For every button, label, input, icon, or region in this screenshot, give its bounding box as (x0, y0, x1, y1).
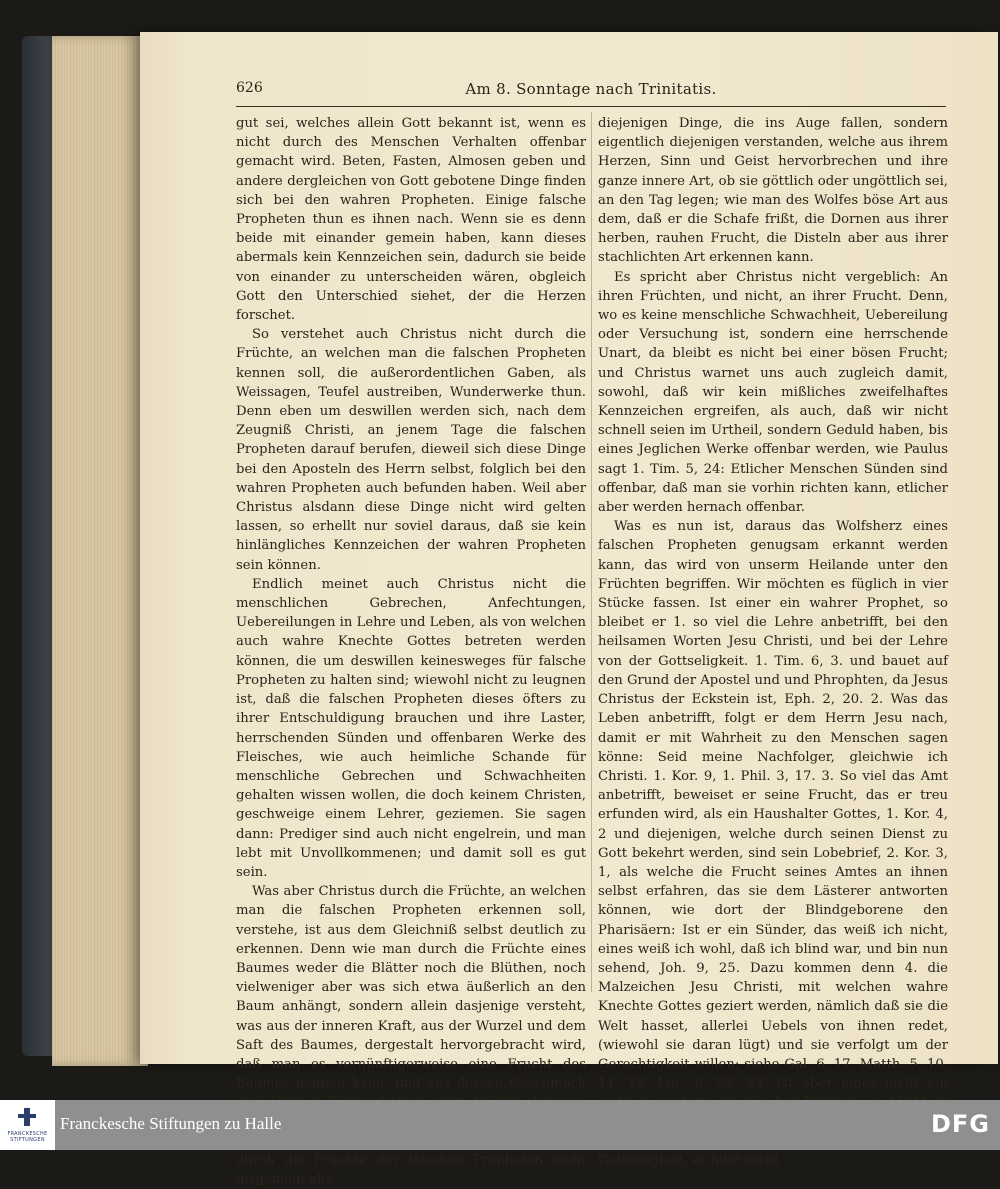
paragraph: So verstehet auch Christus nicht durch die Früchte, an welchen man die falschen Propheten kennen soll, die außerordentlichen Gaben, als Weissagen, Teufel austreiben, Wunderwerke thun. Denn eben um deswillen werden sich, nach dem Zeugniß Christi, an jenem Tage die falschen Propheten darauf berufen, dieweil sich diese Dinge bei den Aposteln des Herrn selbst, folglich bei den wahren Propheten auch befunden haben. Weil aber Christus alsdann diese Dinge nicht wird gelten lassen, so erhellt nur soviel daraus, daß sie kein hinlängliches Kennzeichen der wahren Propheten sein können. (236, 327, 586, 573)
page-edges (52, 36, 148, 1066)
running-title: Am 8. Sonntage nach Trinitatis. (465, 80, 717, 98)
viewer-footer (0, 1100, 1000, 1150)
paragraph: diejenigen Dinge, die ins Auge fallen, sondern eigentlich diejenigen verstanden, welche aus ihrem Herzen, Sinn und Geist hervorbrechen und ihre ganze innere Art, ob sie göttlich oder ungöttlich sei, an den Tag legen; wie man des Wolfes böse Art aus dem, daß er die Schafe frißt, die Dornen aus ihrer herben, rauhen Frucht, die Disteln aber aus ihrer stachlichten Art erkennen kann. (598, 116, 948, 266)
right-column (598, 114, 948, 1170)
dfg-logo[interactable]: DFG (930, 1110, 990, 1138)
header-rule (236, 106, 946, 107)
page-number: 626 (236, 80, 263, 96)
paragraph: Endlich meinet auch Christus nicht die menschlichen Gebrechen, Anfechtungen, Uebereilungen in Lehre und Leben, als von welchen auch wahre Knechte Gottes betreten werden können, die um deswillen keinesweges für falsche Propheten zu halten sind; wiewohl nicht zu leugnen ist, daß die falschen Propheten dieses öfters zu ihrer Entschuldigung brauchen und ihre Laster, herrschenden Sünden und offenbaren Werke des Fleisches, wie auch heimliche Schande für menschliche Gebrechen und Schwachheiten gehalten wissen wollen, die doch keinem Christen, geschweige einem Lehrer, geziemen. Sie sagen dann: Prediger sind auch nicht engelrein, und man lebt mit Unvollkommenen; und damit soll es gut sein. (236, 576, 586, 880)
paragraph: Es spricht aber Christus nicht vergeblich: An ihren Früchten, und nicht, an ihrer Frucht. Denn, wo es keine menschliche Schwachheit, Uebereilung oder Versuchung ist, sondern eine herrschende Unart, da bleibt es nicht bei einer bösen Frucht; und Christus warnet uns auch zugleich damit, sowohl, daß wir kein mißliches zweifelhaftes Kennzeichen ergreifen, als auch, daß wir nicht schnell seien im Urtheil, sondern Geduld haben, bis eines Jeglichen Werke offenbar werden, wie Paulus sagt 1. Tim. 5, 24: Etlicher Menschen Sünden sind offenbar, daß man sie vorhin richten kann, etlicher aber werden hernach offenbar. (598, 269, 948, 516)
running-header (236, 80, 946, 104)
institution-name: Franckesche Stiftungen zu Halle (60, 1114, 282, 1133)
institution-emblem-icon (15, 1106, 39, 1128)
column-divider (591, 112, 592, 992)
institution-logo[interactable] (0, 1100, 55, 1150)
paragraph: gut sei, welches allein Gott bekannt ist, wenn es nicht durch des Menschen Verhalten offenbar gemacht wird. Beten, Fasten, Almosen geben und andere dergleichen von Gott gebotene Dinge finden sich bei den wahren Propheten. Einige falsche Propheten thun es ihnen nach. Wenn sie es denn beide mit einander gemein haben, kann dieses abermals kein Kennzeichen sein, dadurch sie beide von einander zu unterscheiden wären, obgleich Gott den Unterschied siehet, der die Herzen forschet. (236, 116, 586, 324)
logo-text: FRANCKESCHE STIFTUNGEN (7, 1131, 48, 1143)
left-column (236, 114, 586, 1189)
paragraph: Was es nun ist, daraus das Wolfsherz eines falschen Propheten genugsam erkannt werden kann, das wird von unserm Heilande unter den Früchten begriffen. Wir möchten es füglich in vier Stücke fassen. Ist einer ein wahrer Prophet, so bleibet er 1. so viel die Lehre anbetrifft, bei den heilsamen Worten Jesu Christi, und bei der Lehre von der Gottseligkeit. 1. Tim. 6, 3. und bauet auf den Grund der Apostel und und Phrophten, da Jesus Christus der Eckstein ist, Eph. 2, 20. 2. Was das Leben anbetrifft, folgt er dem Herrn Jesu nach, damit er mit Wahrheit zu den Menschen sagen könne: Seid meine Nachfolger, gleichwie ich Christi. 1. Kor. 9, 1. Phil. 3, 17. 3. So viel das Amt anbetrifft, beweiset er seine Frucht, das er treu erfunden wird, als ein Haushalter Gottes, 1. Kor. 4, 2 und diejenigen, welche durch seinen Dienst zu Gott bekehrt werden, sind sein Lobebrief, 2. Kor. 3, 1, als welche die Frucht seines Amtes an ihnen selbst erfahren, das sie dem Lästerer antworten können, wie dort der Blindgeborene den Pharisäern: Ist er ein Sünder, das weiß ich nicht, eines weiß ich wohl, daß ich blind war, und bin nun sehend, Joh. 9, 25. Dazu kommen denn 4. die Malzeichen Jesu Christi, mit welchen wahre Knechte Gottes geziert werden, nämlich daß sie die Welt hasset, allerlei Uebels von ihnen redet, (wiewohl sie daran lügt) und sie verfolgt um der Gerechtigkeit willen; siehe Gal. 6, 17. Matth. 5, 10. 11. 12. Luc. 6, 22. 23. Ist aber einer nicht ein Gottseligkeit, er folgt nicht (598, 519, 948, 1168)
paragraph: Was aber Christus durch die Früchte, an welchen man die falschen Propheten erkennen soll, verstehe, ist aus dem Gleichniß selbst deutlich zu erkennen. Denn wie man durch die Früchte eines Baumes weder die Blätter noch die Blüthen, noch vielweniger aber was sich etwa äußerlich an den Baum anhängt, sondern allein dasjenige versteht, was aus der inneren Kraft, aus der Wurzel und dem Saft des Baumes, dergestalt hervorgebracht wird, daß man es vernünftigerweise eine Frucht des Baumes nennen kann, und aus dessen Geschmack durch die Früchte der falschen Propheten nicht insgemein alle (236, 884, 586, 1188)
